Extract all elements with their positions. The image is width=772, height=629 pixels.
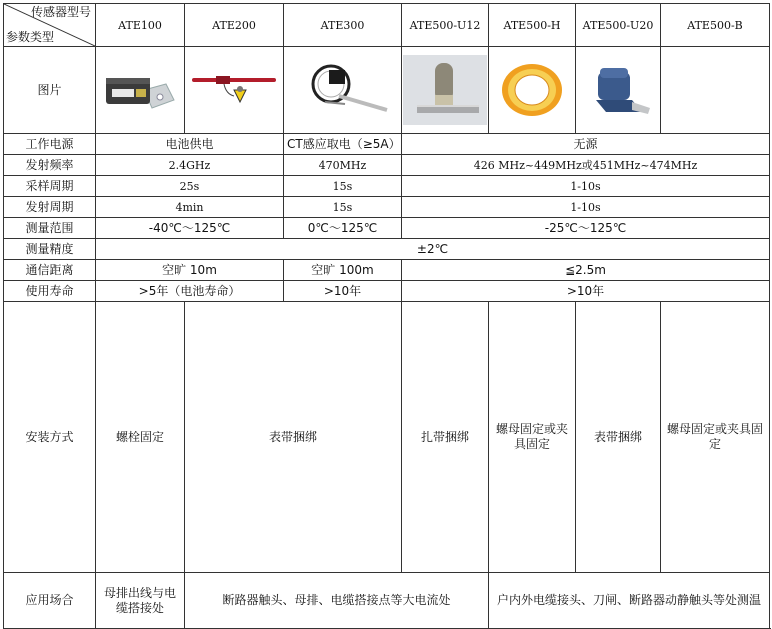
- ate500-b-image-cell: [661, 47, 770, 134]
- model-ate500-u12: ATE500-U12: [402, 4, 489, 47]
- tx-period-ate300: 15s: [284, 197, 402, 218]
- range-ate300: 0℃～125℃: [284, 218, 402, 239]
- freq-ate100-ate200: 2.4GHz: [96, 155, 284, 176]
- ate200-sensor-image: [185, 47, 284, 134]
- tx-period-row: [4, 197, 770, 218]
- row-label-life: 使用寿命: [4, 281, 96, 302]
- install-ate200: 表带捆绑: [185, 302, 402, 573]
- row-label-accuracy: 测量精度: [4, 239, 96, 260]
- install-row: [4, 302, 770, 573]
- sample-ate300: 15s: [284, 176, 402, 197]
- accuracy-all: ±2℃: [96, 239, 770, 260]
- install-ate500-h: 表带捆绑: [576, 302, 661, 573]
- model-ate200: ATE200: [185, 4, 284, 47]
- ate500-u20-sensor-image: [576, 47, 661, 134]
- range-row: [4, 218, 770, 239]
- ate300-sensor-image: [284, 47, 402, 134]
- install-ate500-u12: 螺母固定或夹具固定: [489, 302, 576, 573]
- tx-period-ate500: 1-10s: [402, 197, 770, 218]
- ate500-h-sensor-image: [489, 47, 576, 134]
- range-ate100-ate200: -40℃～125℃: [96, 218, 284, 239]
- power-ate100-ate200: 电池供电: [96, 134, 284, 155]
- row-label-application: 应用场合: [4, 573, 96, 629]
- header-corner-cell: [4, 4, 96, 47]
- install-ate300: 扎带捆绑: [402, 302, 489, 573]
- ate100-sensor-image: [96, 47, 185, 134]
- install-ate500-u20: 螺母固定或夹具固定: [661, 302, 770, 573]
- sensor-spec-table: [3, 3, 770, 629]
- power-ate300: CT感应取电（≥5A）: [284, 134, 402, 155]
- sample-ate100-ate200: 25s: [96, 176, 284, 197]
- row-label-power: 工作电源: [4, 134, 96, 155]
- install-ate100: 螺栓固定: [96, 302, 185, 573]
- row-label-distance: 通信距离: [4, 260, 96, 281]
- row-label-install: 安装方式: [4, 302, 96, 573]
- row-label-sample: 采样周期: [4, 176, 96, 197]
- model-ate500-b: ATE500-B: [661, 4, 770, 47]
- corner-label-param: 参数类型: [6, 30, 55, 44]
- row-label-range: 测量范围: [4, 218, 96, 239]
- corner-label-model: 传感器型号: [30, 5, 91, 19]
- ate500-u12-sensor-image: [402, 47, 489, 134]
- model-ate500-u20: ATE500-U20: [576, 4, 661, 47]
- application-ate100: 母排出线与电缆搭接处: [96, 573, 185, 629]
- row-label-picture: 图片: [4, 47, 96, 134]
- freq-ate500: 426 MHz~449MHz或451MHz~474MHz: [402, 155, 770, 176]
- sample-row: [4, 176, 770, 197]
- power-row: [4, 134, 770, 155]
- distance-ate100-ate200: 空旷 10m: [96, 260, 284, 281]
- life-ate100-ate200: >5年（电池寿命）: [96, 281, 284, 302]
- range-ate500: -25℃～125℃: [402, 218, 770, 239]
- application-row: [4, 573, 770, 629]
- model-ate500-h: ATE500-H: [489, 4, 576, 47]
- sample-ate500: 1-10s: [402, 176, 770, 197]
- row-label-tx-period: 发射周期: [4, 197, 96, 218]
- model-ate300: ATE300: [284, 4, 402, 47]
- freq-ate300: 470MHz: [284, 155, 402, 176]
- distance-row: [4, 260, 770, 281]
- life-ate500: >10年: [402, 281, 770, 302]
- distance-ate300: 空旷 100m: [284, 260, 402, 281]
- tx-period-ate100-ate200: 4min: [96, 197, 284, 218]
- application-ate200-ate300: 断路器触头、母排、电缆搭接点等大电流处: [185, 573, 489, 629]
- accuracy-row: [4, 239, 770, 260]
- freq-row: [4, 155, 770, 176]
- row-label-freq: 发射频率: [4, 155, 96, 176]
- power-ate500: 无源: [402, 134, 770, 155]
- life-ate300: >10年: [284, 281, 402, 302]
- application-ate500: 户内外电缆接头、刀闸、断路器动静触头等处测温: [489, 573, 770, 629]
- distance-ate500: ≦2.5m: [402, 260, 770, 281]
- header-row: [4, 4, 770, 47]
- life-row: [4, 281, 770, 302]
- picture-row: [4, 47, 770, 134]
- model-ate100: ATE100: [96, 4, 185, 47]
